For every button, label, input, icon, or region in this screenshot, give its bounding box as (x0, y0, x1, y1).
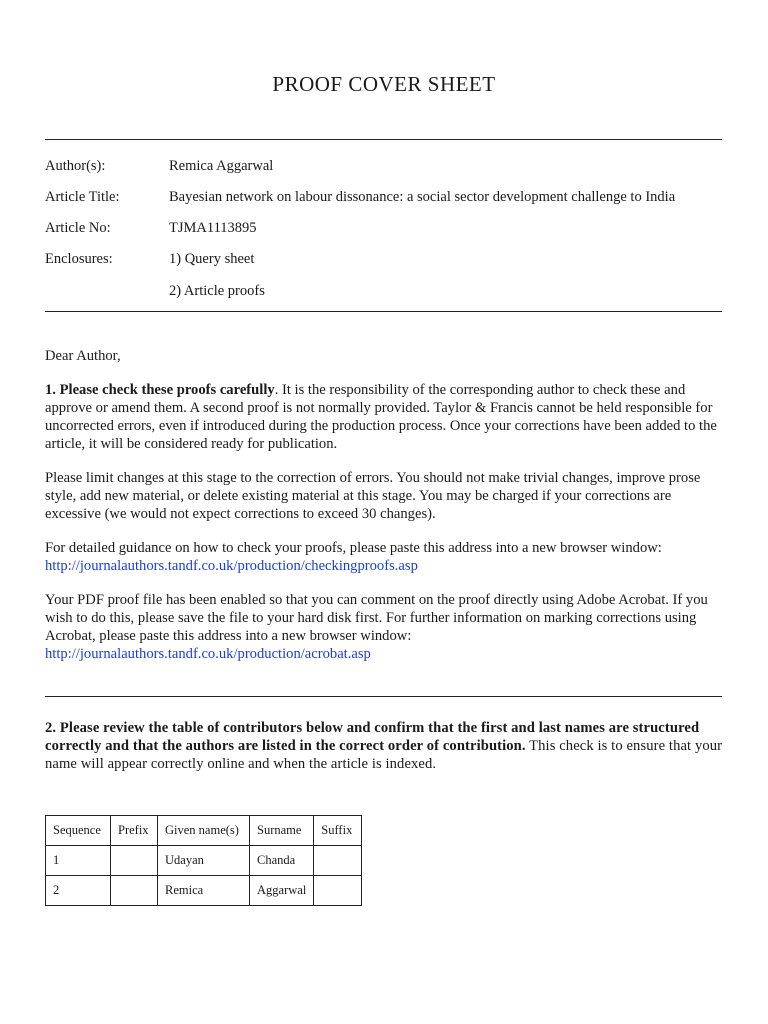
cell-sequence: 1 (46, 846, 111, 876)
table-row (46, 846, 362, 876)
paragraph-review-contributors (45, 719, 725, 773)
checking-proofs-link[interactable]: http://journalauthors.tandf.co.uk/production/checkingproofs.asp (45, 558, 418, 574)
cell-given-names: Remica (158, 876, 250, 906)
acrobat-link[interactable]: http://journalauthors.tandf.co.uk/production/acrobat.asp (45, 646, 371, 662)
paragraph-limit-changes (45, 469, 725, 523)
cell-suffix (314, 876, 362, 906)
paragraph-guidance (45, 539, 725, 575)
enclosure-item: 2) Article proofs (169, 283, 265, 299)
guidance-text: For detailed guidance on how to check your proofs, please paste this address into a new browser window: (45, 540, 662, 556)
article-no-value: TJMA1113895 (169, 220, 257, 236)
check-proofs-heading: 1. Please check these proofs carefully (45, 382, 275, 398)
column-header-sequence: Sequence (46, 816, 111, 846)
column-header-prefix: Prefix (111, 816, 158, 846)
article-title-label: Article Title: (45, 189, 120, 205)
column-header-given-names: Given name(s) (158, 816, 250, 846)
check-proofs-text: . It is the responsibility of the corresponding author to check these and approve or amend them. A second proof is not normally provided. Taylor & Francis cannot be held responsible for uncorrected errors, even if introduced during the production process. Once your corrections have been added to the article, it will be considered ready for publication. (45, 382, 717, 452)
cell-surname: Aggarwal (250, 876, 314, 906)
article-title-value: Bayesian network on labour dissonance: a social sector development challenge to India (169, 189, 676, 205)
contributors-table (45, 815, 362, 906)
cell-suffix (314, 846, 362, 876)
column-header-suffix: Suffix (314, 816, 362, 846)
enclosures-label: Enclosures: (45, 251, 113, 267)
limit-changes-text: Please limit changes at this stage to the correction of errors. You should not make trivial changes, improve prose style, add new material, or delete existing material at this stage. You may be charged if your corrections are excessive (we would not expect corrections to exceed 30 changes). (45, 470, 701, 522)
table-header-row (46, 816, 362, 846)
top-rule (45, 139, 722, 140)
meta-bottom-rule (45, 311, 722, 312)
cell-prefix (111, 846, 158, 876)
paragraph-check-proofs (45, 381, 725, 453)
cell-surname: Chanda (250, 846, 314, 876)
column-header-surname: Surname (250, 816, 314, 846)
authors-label: Author(s): (45, 158, 106, 174)
page-title: PROOF COVER SHEET (272, 72, 496, 96)
table-row (46, 876, 362, 906)
review-contributors-heading: 2. Please review the table of contributors below and confirm that the first and last names are structured correctly and that the authors are listed in the correct order of contribution. (45, 720, 700, 754)
cell-given-names: Udayan (158, 846, 250, 876)
authors-value: Remica Aggarwal (169, 158, 274, 174)
review-contributors-text: This check is to ensure that your name will appear correctly online and when the article is indexed. (45, 738, 723, 772)
acrobat-text: Your PDF proof file has been enabled so that you can comment on the proof directly using Adobe Acrobat. If you wish to do this, please save the file to your hard disk first. For further information on marking corrections using Acrobat, please paste this address into a new browser window: (45, 592, 708, 644)
section-rule (45, 696, 722, 697)
cell-prefix (111, 876, 158, 906)
paragraph-acrobat (45, 591, 725, 663)
salutation: Dear Author, (45, 348, 121, 364)
cell-sequence: 2 (46, 876, 111, 906)
article-no-label: Article No: (45, 220, 111, 236)
enclosure-item: 1) Query sheet (169, 251, 255, 267)
